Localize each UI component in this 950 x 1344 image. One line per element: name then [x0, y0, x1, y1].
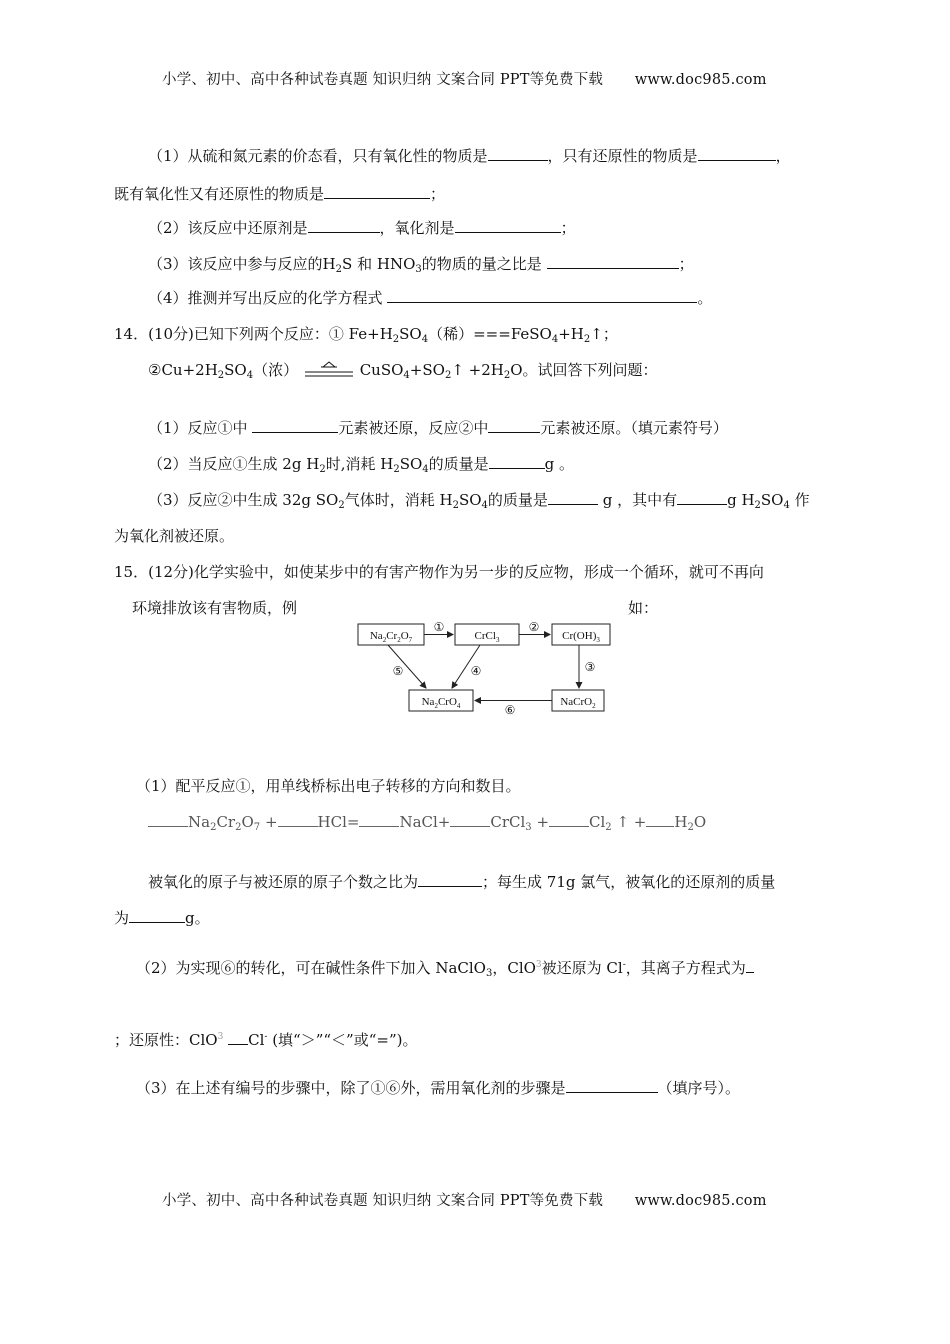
blank[interactable]: [418, 872, 482, 887]
blank[interactable]: [129, 908, 185, 923]
q14-r2f: ↑ +2H: [451, 361, 504, 379]
blank[interactable]: [488, 146, 548, 161]
header-text: 小学、初中、高中各种试卷真题 知识归纳 文案合同 PPT等免费下载: [162, 72, 604, 88]
label-nacro2: NaCrO$_2$: [560, 696, 596, 710]
page-footer: [162, 1191, 767, 1211]
q15-part3: [136, 1078, 740, 1098]
q14-r1a: ① Fe+H: [328, 325, 393, 343]
q15-p1-text: （1）配平反应①，用单线桥标出电子转移的方向和数目。: [136, 777, 521, 795]
q14-part1: [148, 418, 728, 438]
q14-r2a: ②Cu+2H: [148, 361, 218, 379]
heating-equals-sign-icon: [303, 361, 355, 381]
q15-p2e: ；还原性：ClO: [114, 1031, 218, 1049]
q15-part2b: ；还原性：ClO$^3$ Cl- (填“＞”“＜”或“=”)。: [114, 1031, 418, 1049]
q15-p1c-b: g。: [185, 909, 210, 927]
q14-p2d: 的质量是: [428, 455, 489, 473]
q14-p2e: g 。: [544, 455, 575, 473]
q13-p1a: （1）从硫和氮元素的价态看，只有氧化性的物质是: [148, 147, 488, 165]
q13-p2b: ，氧化剂是: [379, 219, 455, 237]
q15-p1b-b: ；每生成 71g 氯气，被氧化的还原剂的质量: [482, 873, 776, 891]
q14-r2b: SO: [224, 361, 247, 379]
q13-p1d: 既有氧化性又有还原性的物质是: [114, 185, 325, 203]
q13-part1-line2: [114, 184, 445, 204]
q14-r1c: （稀）===FeSO: [428, 325, 552, 343]
q14-p3h: 作: [794, 491, 810, 509]
q14-p2b: 时,消耗 H: [325, 455, 394, 473]
blank[interactable]: [455, 218, 561, 233]
blank[interactable]: [148, 812, 188, 827]
q13-p3c: 的物质的量之比是: [421, 255, 542, 273]
q15-line2b-text: 如：: [628, 599, 659, 617]
q15-p2d: ，其离子方程式为: [625, 959, 746, 977]
q14-reaction2: $②Cu+2H_2SO_4$（浓） $CuSO_4+SO_2↑ +2H_2O$。试回答下列问题：: [148, 361, 658, 381]
q13-part2: [148, 218, 576, 238]
blank[interactable]: [547, 254, 679, 269]
q15-p2g: (填“＞”“＜”或“=”)。: [272, 1031, 418, 1049]
blank[interactable]: [228, 1030, 248, 1045]
q14-p2c: SO: [399, 455, 423, 473]
q14-r2e: +SO: [409, 361, 445, 379]
q14-part3-cont: [114, 526, 234, 546]
footer-url: www.doc985.com: [634, 1193, 767, 1209]
blank[interactable]: [548, 490, 598, 505]
step-6-label: ⑥: [504, 703, 516, 717]
q14-p3a: （3）反应②中生成 32g SO: [148, 491, 339, 509]
q14-p1c: 元素被还原。（填元素符号）: [540, 419, 728, 437]
q14-r1b: SO: [399, 325, 422, 343]
step-2-label: ②: [528, 620, 540, 634]
q13-period: 。: [697, 289, 713, 307]
footer-text: 小学、初中、高中各种试卷真题 知识归纳 文案合同 PPT等免费下载: [162, 1193, 604, 1209]
q13-part3: （3）该反应中参与反应的$H_2S$ 和 $HNO_3$的物质的量之比是 ；: [148, 255, 694, 275]
q14-p3b: 气体时，消耗 H: [344, 491, 453, 509]
blank[interactable]: [677, 490, 727, 505]
q13-p3b: 和: [357, 255, 373, 273]
q14-p2a: （2）当反应①生成 2g H: [148, 455, 320, 473]
step-1-label: ①: [433, 620, 445, 634]
q15-p2b: ，ClO: [492, 959, 536, 977]
q14-title-line: 14．(10分)已知下列两个反应：① $Fe+H_2SO_4$（稀）$===FeSO_4+H_2↑$；: [114, 325, 618, 345]
label-croh3: $Cr(OH)_3$: [562, 630, 600, 644]
q13-p1b: ，只有还原性的物质是: [547, 147, 698, 165]
q14-p3i: 为氧化剂被还原。: [114, 527, 235, 545]
q15-part2: （2）为实现⑥的转化，可在碱性条件下加入 NaClO$_3$，ClO$^3$被还原为 Cl-，其离子方程式为: [136, 958, 754, 978]
label-crcl3: CrCl$_3$: [474, 630, 500, 644]
q13-p3a: （3）该反应中参与反应的: [148, 255, 323, 273]
blank[interactable]: [278, 812, 318, 827]
q13-part4: [148, 288, 712, 308]
q13-semi: ；: [560, 219, 576, 237]
step-3-label: ③: [584, 660, 596, 674]
blank[interactable]: [387, 288, 697, 303]
blank[interactable]: [646, 812, 674, 827]
blank[interactable]: [359, 812, 399, 827]
q13-semi: ；: [678, 255, 694, 273]
step-4-label: ④: [470, 664, 482, 678]
q15-p1b-a: 被氧化的原子与被还原的原子个数之比为: [148, 873, 419, 891]
q14-p3e: g ，其中有: [602, 491, 678, 509]
blank[interactable]: [746, 958, 754, 973]
q14-r2g: O。试回答下列问题：: [510, 361, 658, 379]
q15-part1c: [114, 908, 210, 928]
q14-p3c: SO: [458, 491, 482, 509]
page-header: [162, 70, 767, 90]
blank[interactable]: [489, 454, 545, 469]
q14-title: 14．(10分)已知下列两个反应：: [114, 325, 329, 343]
q15-p1c-a: 为: [114, 909, 130, 927]
blank[interactable]: [450, 812, 490, 827]
q15-part1b: [148, 872, 775, 892]
label-na2cr2o7: $Na_2Cr_2O_7$: [369, 630, 413, 644]
blank[interactable]: [566, 1078, 658, 1093]
q15-p2f: Cl: [248, 1031, 265, 1049]
q13-part1-line1: [148, 146, 791, 166]
blank[interactable]: [488, 418, 540, 433]
q14-p3d: 的质量是: [487, 491, 548, 509]
q15-line2a: [132, 598, 297, 618]
q14-r2c: （浓）: [253, 361, 299, 379]
q15-line2b: [628, 598, 658, 618]
q15-title-text: 15．(12分)化学实验中，如使某步中的有害产物作为另一步的反应物，形成一个循环，就可不再向: [114, 563, 764, 581]
q14-p1b: 元素被还原，反应②中: [338, 419, 489, 437]
q14-r1e: ↑；: [590, 325, 618, 343]
blank[interactable]: [308, 218, 380, 233]
q15-line2a-text: 环境排放该有害物质，例: [132, 599, 298, 617]
q13-p2a: （2）该反应中还原剂是: [148, 219, 308, 237]
q15-p2a: （2）为实现⑥的转化，可在碱性条件下加入 NaClO: [136, 959, 486, 977]
q14-p1a: （1）反应①中: [148, 419, 248, 437]
q14-p3f: g H: [727, 491, 755, 509]
q15-p3-text: （3）在上述有编号的步骤中，除了①⑥外，需用氧化剂的步骤是: [136, 1079, 566, 1097]
q15-p2c: 被还原为 Cl: [541, 959, 623, 977]
q13-p4a: （4）推测并写出反应的化学方程式: [148, 289, 383, 307]
blank[interactable]: [324, 184, 430, 199]
blank[interactable]: [252, 418, 338, 433]
q14-r2d: CuSO: [359, 361, 404, 379]
q14-part3: （3）反应②中生成 32g $SO_2$气体时，消耗 $H_2SO_4$的质量是 g ，其中有 g $H_2SO_4$ 作: [148, 491, 810, 511]
step-5-label: ⑤: [392, 664, 404, 678]
q15-equation: $Na_2Cr_2O_7 + HCl=$ NaCl+ CrCl$_3$ + $Cl_2$ ↑ + $H_2O$: [148, 812, 706, 832]
q13-p1c: ，: [775, 147, 791, 165]
header-url: www.doc985.com: [634, 72, 767, 88]
q14-p3g: SO: [760, 491, 784, 509]
blank[interactable]: [698, 146, 776, 161]
q14-r1d: +H: [558, 325, 584, 343]
q15-title: [114, 562, 764, 582]
q15-p3b-text: （填序号）。: [657, 1079, 741, 1097]
chromium-cycle-diagram: [348, 615, 618, 717]
q14-part2: （2）当反应①生成 2g $H_2$时,消耗 $H_2SO_4$的质量是 g 。: [148, 455, 575, 475]
label-na2cro4: $Na_2CrO_4$: [421, 696, 461, 710]
blank[interactable]: [549, 812, 589, 827]
q13-semi: ；: [430, 185, 446, 203]
q15-part1: [136, 776, 521, 796]
